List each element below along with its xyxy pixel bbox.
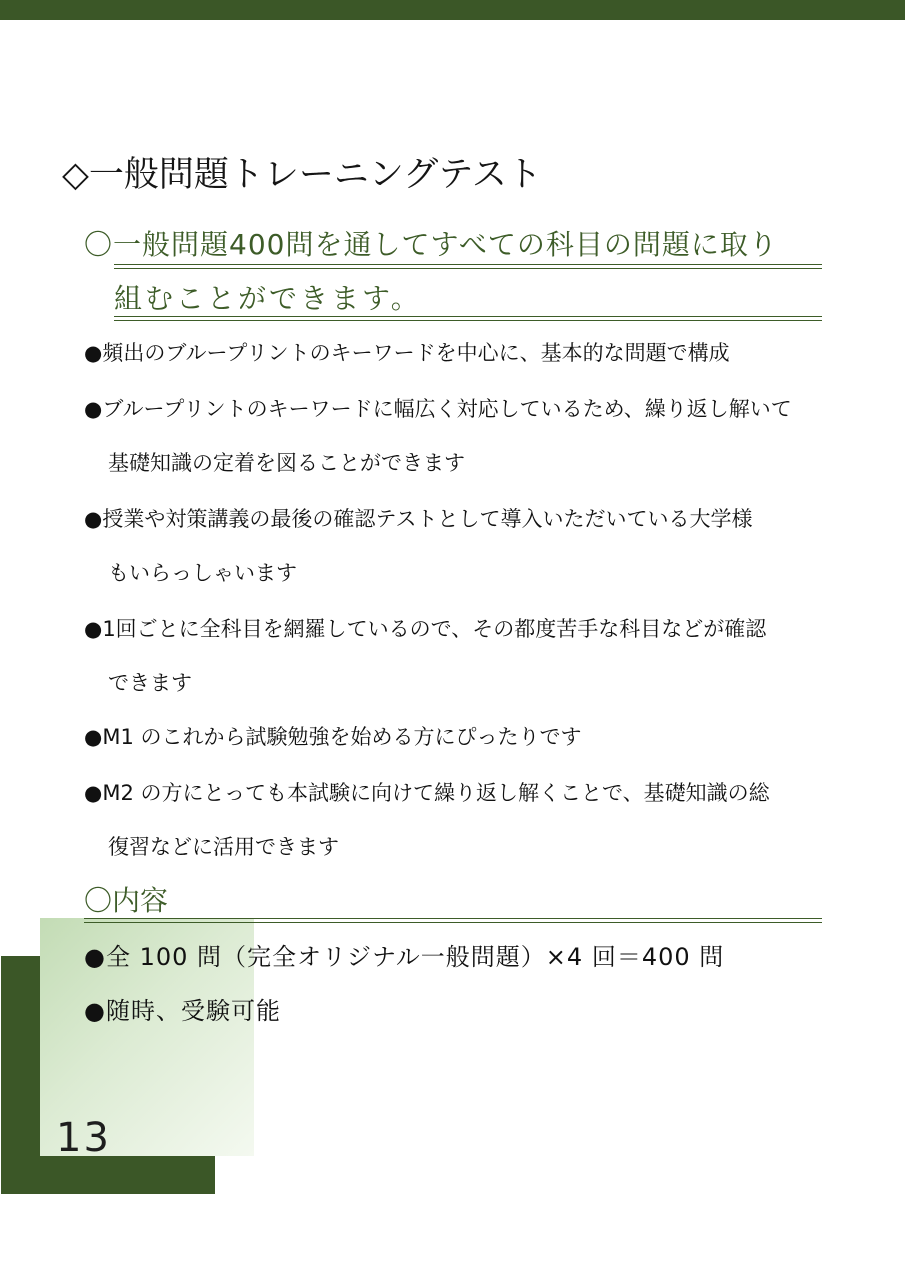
bullet-continuation: できます [108, 671, 192, 695]
page-number: 13 [56, 1115, 111, 1161]
heading-underline [84, 918, 822, 919]
section-heading-line2: 組むことができます。 [114, 282, 422, 315]
heading-underline [114, 268, 822, 269]
bullet-item: ●1回ごとに全科目を網羅しているので、その都度苦手な科目などが確認 [84, 617, 767, 641]
bullet-item: ●授業や対策講義の最後の確認テストとして導入いただいている大学様 [84, 507, 753, 531]
heading-underline [84, 922, 822, 923]
bullet-item: ●ブループリントのキーワードに幅広く対応しているため、繰り返し解いて [84, 397, 792, 421]
bullet-item: ●M2 の方にとっても本試験に向けて繰り返し解くことで、基礎知識の総 [84, 781, 770, 805]
heading-underline [114, 320, 822, 321]
heading-underline [114, 316, 822, 317]
bullet-item: ●M1 のこれから試験勉強を始める方にぴったりです [84, 725, 582, 749]
heading-underline [114, 264, 822, 265]
content-item: ●全 100 問（完全オリジナル一般問題）×4 回＝400 問 [84, 943, 725, 971]
content-item: ●随時、受験可能 [84, 997, 281, 1025]
bullet-item: ●頻出のブループリントのキーワードを中心に、基本的な問題で構成 [84, 341, 730, 365]
bullet-continuation: 基礎知識の定着を図ることができます [108, 451, 465, 475]
content-heading: 〇内容 [84, 884, 169, 917]
page-title: ◇一般問題トレーニングテスト [62, 155, 542, 195]
section-heading-line1: 〇一般問題400問を通してすべての科目の問題に取り [84, 228, 778, 261]
top-accent-bar [0, 0, 905, 20]
bullet-continuation: もいらっしゃいます [108, 561, 297, 585]
bullet-continuation: 復習などに活用できます [108, 835, 339, 859]
